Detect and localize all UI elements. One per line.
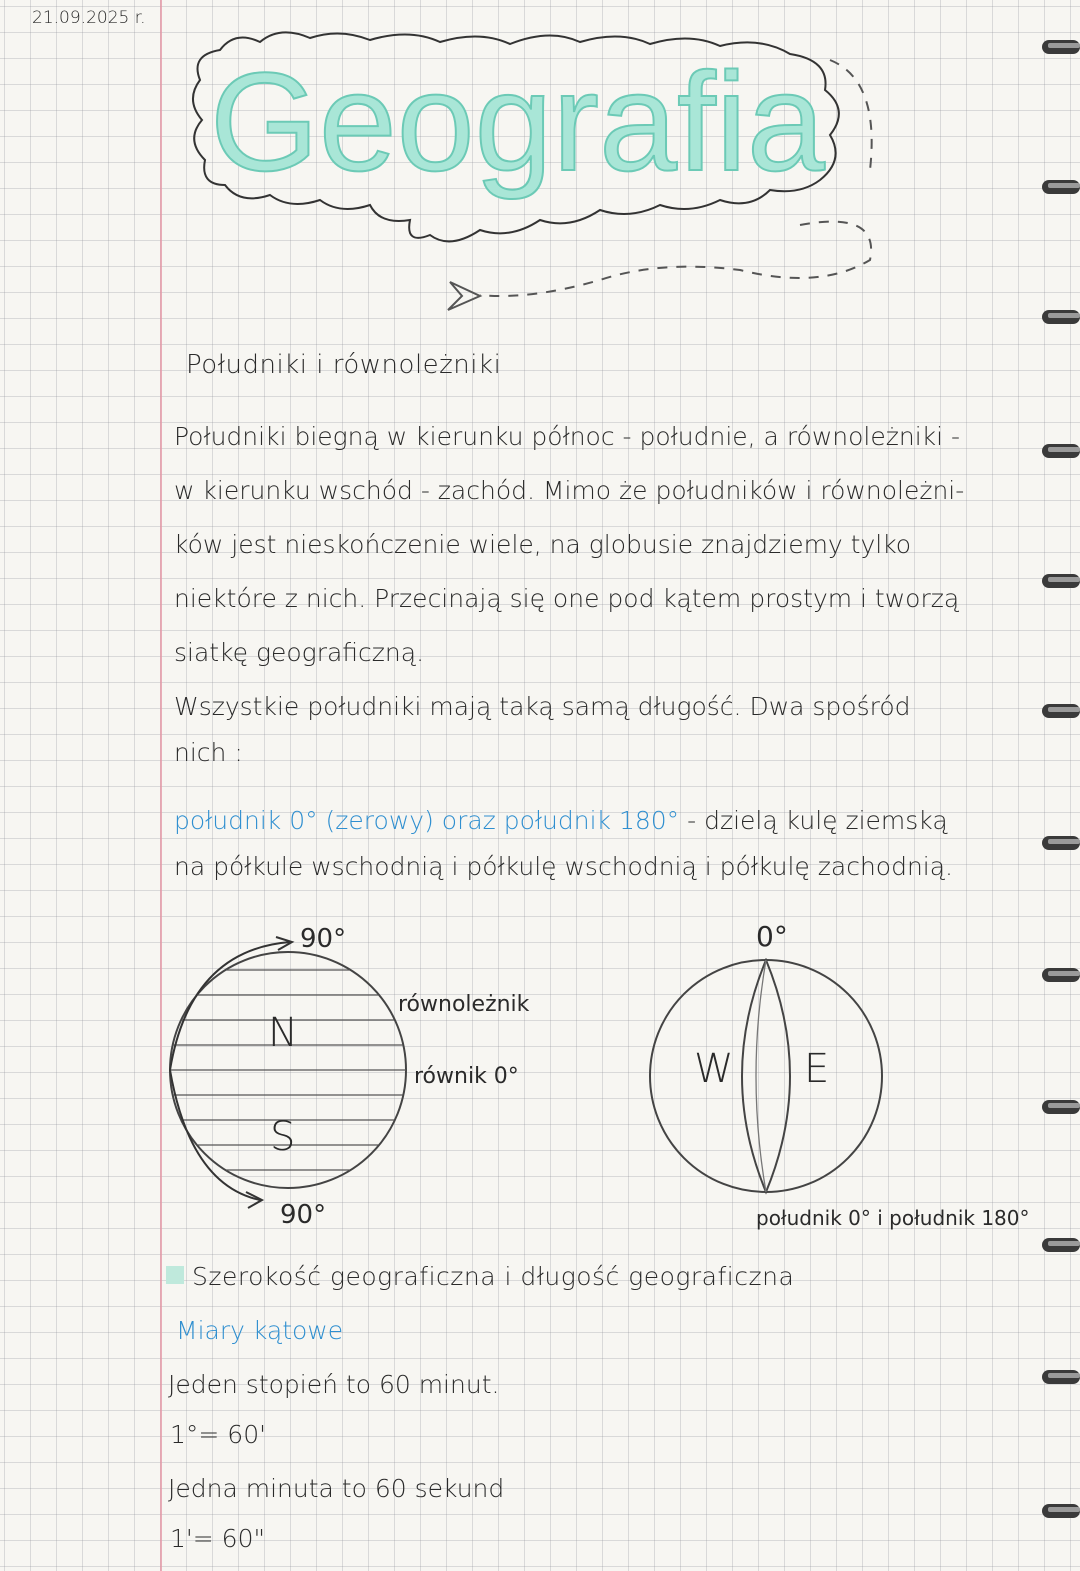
- rule-line-2: Jedna minuta to 60 sekund: [168, 1474, 505, 1503]
- binder-ring: [1038, 1234, 1080, 1256]
- binder-ring: [1038, 306, 1080, 328]
- binder-ring: [1038, 570, 1080, 592]
- highlight-line: [174, 806, 948, 835]
- paragraph-line: niektóre z nich. Przecinają się one pod kątem prostym i tworzą: [174, 584, 960, 613]
- binder-ring: [1038, 36, 1080, 58]
- binder-ring: [1038, 440, 1080, 462]
- highlight-conjunction: oraz: [441, 806, 496, 835]
- highlight-continuation: - dzielą kulę ziemską: [687, 806, 948, 835]
- binder-ring: [1038, 832, 1080, 854]
- highlight-meridian-180: południk 180°: [503, 806, 680, 835]
- globe-parallels-diagram: [160, 930, 440, 1230]
- parallel-label: równoleżnik: [398, 992, 530, 1017]
- rule-line-1: Jeden stopień to 60 minut.: [168, 1370, 500, 1399]
- east-label: E: [804, 1046, 830, 1092]
- binder-ring: [1038, 1096, 1080, 1118]
- latitude-top-label: 90°: [300, 924, 347, 954]
- equation-2: 1'= 60": [170, 1524, 265, 1553]
- binder-ring: [1038, 1366, 1080, 1388]
- meridian-caption: południk 0° i południk 180°: [756, 1206, 1030, 1230]
- binder-ring: [1038, 1500, 1080, 1522]
- paragraph-line: Wszystkie południki mają taką samą długość. Dwa spośród: [174, 692, 911, 721]
- paragraph-line: Południki biegną w kierunku północ - południe, a równoleżniki -: [174, 422, 961, 451]
- equator-label: równik 0°: [414, 1064, 519, 1089]
- binder-ring: [1038, 964, 1080, 986]
- binder-ring: [1038, 700, 1080, 722]
- title-text: Geografia: [210, 43, 825, 200]
- highlight-meridian-0: południk 0° (zerowy): [174, 806, 434, 835]
- section1-heading: Południki i równoleżniki: [186, 350, 502, 380]
- section-marker: [166, 1266, 184, 1284]
- binder-ring: [1038, 176, 1080, 198]
- equation-1: 1°= 60': [170, 1420, 266, 1449]
- paragraph-line: nich :: [174, 738, 243, 767]
- paragraph-line: na półkule wschodnią i półkulę wschodnią i półkulę zachodnią.: [174, 852, 954, 881]
- margin-line: [160, 0, 162, 1571]
- west-label: W: [694, 1046, 734, 1092]
- paragraph-line: ków jest nieskończenie wiele, na globusie znajdziemy tylko: [174, 530, 912, 559]
- latitude-bottom-label: 90°: [280, 1200, 327, 1230]
- south-label: S: [270, 1114, 296, 1160]
- paragraph-line: w kierunku wschód - zachód. Mimo że południków i równoleżni-: [174, 476, 965, 505]
- section2-heading: Szerokość geograficzna i długość geograficzna: [192, 1262, 795, 1291]
- north-label: N: [268, 1010, 298, 1056]
- paragraph-line: siatkę geograficzną.: [174, 638, 425, 667]
- date: 21.09.2025 r.: [32, 8, 146, 28]
- globe-meridians-diagram: [648, 958, 888, 1208]
- title-cloud: [180, 20, 880, 320]
- section2-subheading: Miary kątowe: [176, 1316, 344, 1345]
- meridian-top-label: 0°: [756, 920, 788, 953]
